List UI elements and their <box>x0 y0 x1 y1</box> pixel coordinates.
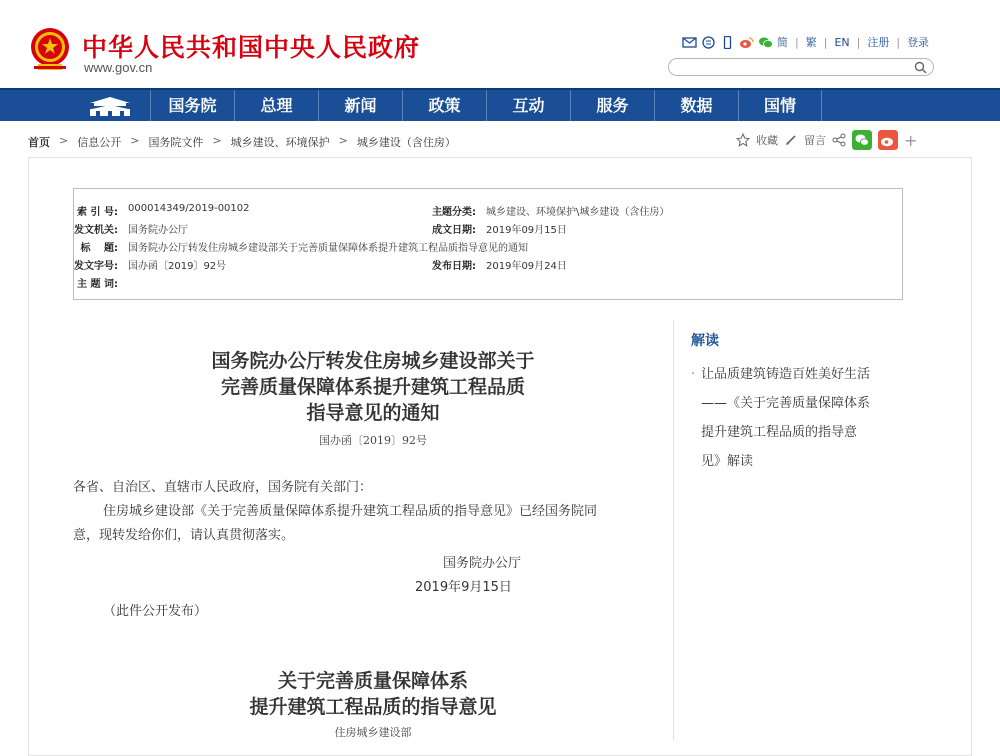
breadcrumb-urban-env[interactable]: 城乡建设、环境保护 <box>230 136 330 149</box>
separator: | <box>896 35 901 49</box>
site-url[interactable]: www.gov.cn <box>84 60 153 75</box>
meta-label: 发文字号: <box>74 261 118 272</box>
nav-items <box>150 90 822 121</box>
sidebar-link-line[interactable]: 让品质建筑铸造百姓美好生活 <box>701 367 871 382</box>
meta-value: 国务院办公厅转发住房城乡建设部关于完善质量保障体系提升建筑工程品质指导意见的通知 <box>128 243 528 254</box>
article-body-line-1: 住房城乡建设部《关于完善质量保障体系提升建筑工程品质的指导意见》已经国务院同 <box>103 504 598 519</box>
search-input[interactable] <box>668 58 934 76</box>
tiananmen-logo-icon[interactable] <box>82 94 138 118</box>
breadcrumb-separator: > <box>130 134 140 147</box>
meta-row-keywords <box>74 275 128 289</box>
meta-label: 标 题: <box>80 243 118 254</box>
breadcrumb-bar <box>0 121 1000 157</box>
article-title-line-1: 国务院办公厅转发住房城乡建设部关于 <box>211 350 535 372</box>
main-nav <box>0 88 1000 121</box>
weibo-icon[interactable] <box>739 36 754 49</box>
article-note: （此件公开发布） <box>103 604 208 619</box>
breadcrumb-urban-housing[interactable]: 城乡建设（含住房） <box>356 136 456 149</box>
article-title-line-2: 完善质量保障体系提升建筑工程品质 <box>220 376 525 398</box>
nav-item-news[interactable]: 新闻 <box>318 90 402 121</box>
sidebar-link-line[interactable]: 提升建筑工程品质的指导意 <box>701 425 858 440</box>
link-english[interactable]: EN <box>834 35 850 49</box>
bullet-icon: · <box>691 367 696 382</box>
meta-value: 2019年09月15日 <box>486 225 567 236</box>
meta-value: 000014349/2019-00102 <box>128 203 250 214</box>
site-header <box>0 0 1000 88</box>
meta-row-topic <box>424 203 669 217</box>
separator: | <box>823 35 828 49</box>
favorite-button[interactable]: 收藏 <box>756 134 778 147</box>
meta-row-published <box>424 257 567 271</box>
nav-item-services[interactable]: 服务 <box>570 90 654 121</box>
sidebar-link[interactable] <box>691 360 901 476</box>
more-share-icon[interactable]: + <box>904 130 918 150</box>
meta-label: 索 引 号: <box>77 207 118 218</box>
link-register[interactable]: 注册 <box>867 36 890 49</box>
meta-row-written <box>424 221 567 235</box>
breadcrumb-separator: > <box>59 134 69 147</box>
meta-label: 主题分类: <box>432 207 476 218</box>
meta-value: 国务院办公厅 <box>128 225 188 236</box>
nav-item-policy[interactable]: 政策 <box>402 90 486 121</box>
breadcrumb-info-public[interactable]: 信息公开 <box>77 136 122 149</box>
separator: | <box>795 35 799 49</box>
weibo-share-icon[interactable] <box>878 130 898 150</box>
attachment-title-line-1: 关于完善质量保障体系 <box>277 670 468 692</box>
meta-label: 发文机关: <box>74 225 118 236</box>
document-metadata <box>73 188 903 300</box>
article-date: 2019年9月15日 <box>415 580 512 595</box>
link-login[interactable]: 登录 <box>907 36 930 49</box>
meta-value: 国办函〔2019〕92号 <box>128 261 227 272</box>
meta-row-issuer <box>74 221 188 235</box>
meta-label: 主 题 词: <box>77 279 118 290</box>
article-doc-number: 国办函〔2019〕92号 <box>319 434 427 447</box>
nav-item-national-info[interactable]: 国情 <box>738 90 822 121</box>
share-icon[interactable] <box>832 133 846 147</box>
pencil-icon[interactable] <box>784 133 798 147</box>
message-icon[interactable] <box>701 36 716 49</box>
meta-value: 2019年09月24日 <box>486 261 567 272</box>
wechat-icon[interactable] <box>758 36 773 49</box>
attachment-issuer: 住房城乡建设部 <box>334 726 412 739</box>
article-salutation: 各省、自治区、直辖市人民政府，国务院有关部门： <box>73 480 373 495</box>
meta-row-docno <box>74 257 226 271</box>
search-icon[interactable] <box>914 61 927 74</box>
sidebar-interpretation <box>691 330 921 469</box>
article-signature: 国务院办公厅 <box>443 556 522 571</box>
breadcrumb-state-council-docs[interactable]: 国务院文件 <box>148 136 204 149</box>
star-icon[interactable] <box>736 133 750 147</box>
article-container <box>28 157 972 756</box>
mobile-icon[interactable] <box>720 36 735 49</box>
article-title-line-3: 指导意见的通知 <box>306 402 440 424</box>
mail-icon[interactable] <box>682 36 697 49</box>
article-body-line-2: 意，现转发给你们，请认真贯彻落实。 <box>73 528 295 543</box>
nav-item-premier[interactable]: 总理 <box>234 90 318 121</box>
meta-value: 城乡建设、环境保护\城乡建设（含住房） <box>486 207 670 218</box>
column-divider <box>673 320 674 740</box>
sidebar-link-line[interactable]: 见》解读 <box>701 454 754 469</box>
meta-label: 成文日期: <box>432 225 476 236</box>
attachment-title-line-2: 提升建筑工程品质的指导意见 <box>249 696 497 718</box>
breadcrumb-home[interactable]: 首页 <box>28 136 50 149</box>
nav-item-interaction[interactable]: 互动 <box>486 90 570 121</box>
sidebar-link-line[interactable]: ——《关于完善质量保障体系 <box>701 396 871 411</box>
breadcrumb-separator: > <box>212 134 222 147</box>
link-simplified[interactable]: 简 <box>777 36 788 49</box>
comment-button[interactable]: 留言 <box>804 134 826 147</box>
sidebar-title: 解读 <box>691 333 719 349</box>
wechat-share-icon[interactable] <box>852 130 872 150</box>
page-actions <box>736 130 917 150</box>
site-title[interactable]: 中华人民共和国中央人民政府 <box>82 33 421 62</box>
breadcrumb-separator: > <box>338 134 348 147</box>
national-emblem-icon <box>28 26 72 74</box>
meta-row-title <box>74 239 528 253</box>
top-tools <box>682 34 929 50</box>
nav-item-data[interactable]: 数据 <box>654 90 738 121</box>
link-traditional[interactable]: 繁 <box>805 36 817 49</box>
meta-row-index <box>74 203 250 217</box>
nav-item-state-council[interactable]: 国务院 <box>150 90 234 121</box>
separator: | <box>856 35 861 49</box>
breadcrumb <box>28 134 456 150</box>
meta-label: 发布日期: <box>432 261 476 272</box>
